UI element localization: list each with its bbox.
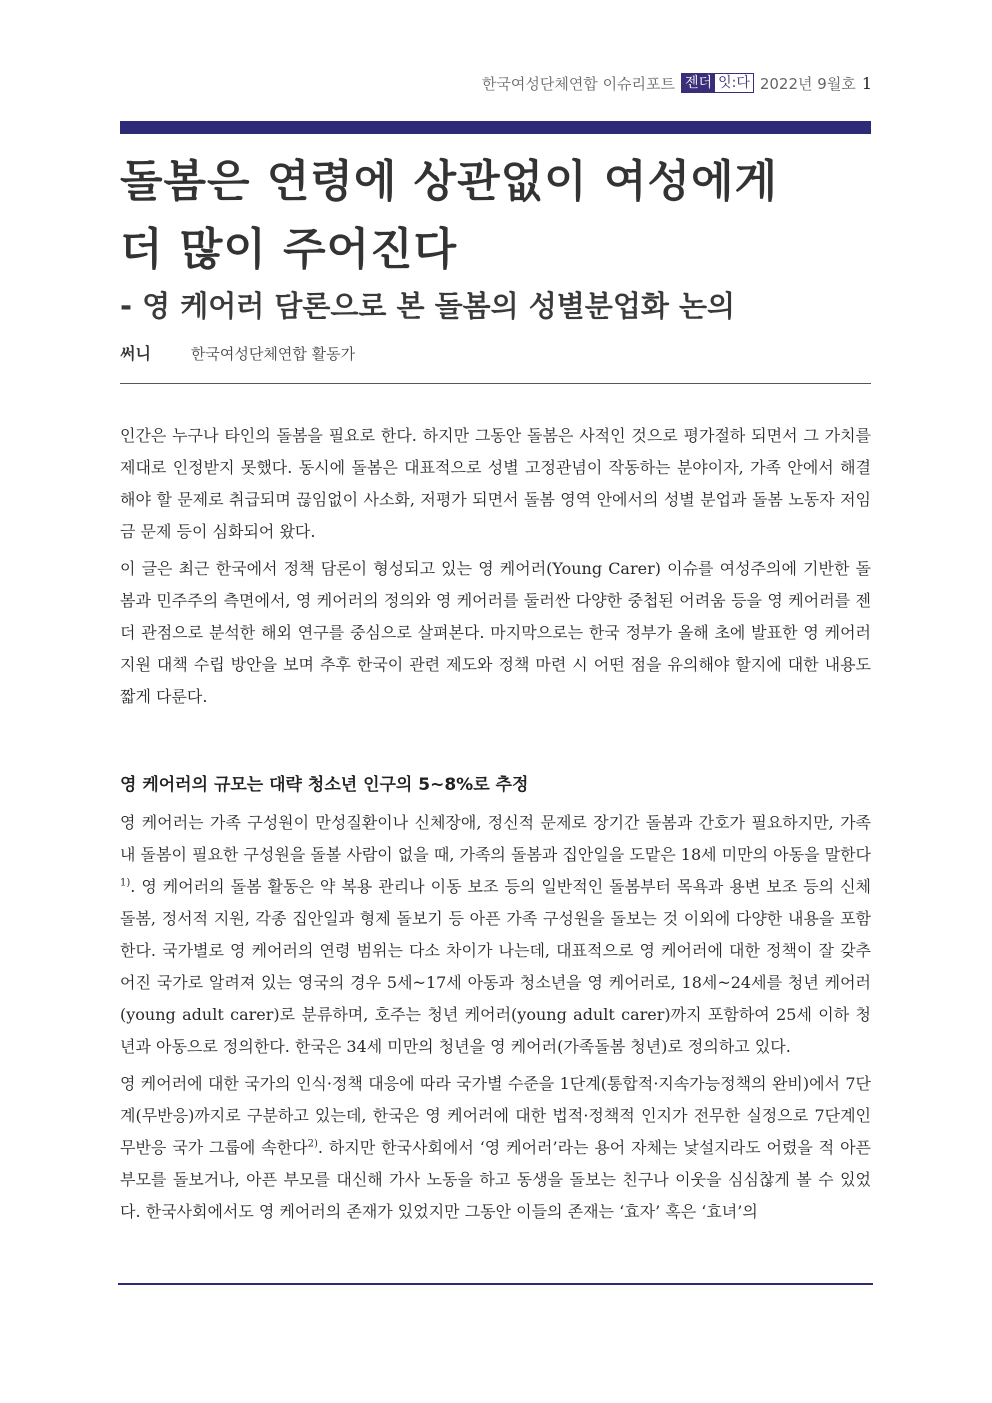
paragraph-text: 영 케어러에 대한 국가의 인식·정책 대응에 따라 국가별 수준을 1단계(통합적·지속가능정책의 완비)에서 7단계(무반응)까지로 구분하고 있는데, 한국은 영 케어러에 대한 법적·정책적 인지가 전무한 실정으로 7단계인 무반응 국가 그룹에 속한다 (120, 1074, 871, 1157)
gender-itda-badge (681, 73, 754, 93)
page-header (482, 70, 872, 96)
title-line2: 더 많이 주어진다 (120, 224, 458, 275)
article-body (120, 420, 871, 1233)
header-divider (120, 383, 871, 384)
paragraph-text: 영 케어러는 가족 구성원이 만성질환이나 신체장애, 정신적 문제로 장기간 돌봄과 간호가 필요하지만, 가족 내 돌봄이 필요한 구성원을 돌볼 사람이 없을 때, 가족의 돌봄과 집안일을 도맡은 18세 미만의 아동을 말한다 (120, 813, 871, 864)
intro-paragraph-1: 인간은 누구나 타인의 돌봄을 필요로 한다. 하지만 그동안 돌봄은 사적인 것으로 평가절하 되면서 그 가치를 제대로 인정받지 못했다. 동시에 돌봄은 대표적으로 성별 고정관념이 작동하는 분야이자, 가족 안에서 해결해야 할 문제로 취급되며 끊임없이 사소화, 저평가 되면서 돌봄 영역 안에서의 성별 분업과 돌봄 노동자 저임금 문제 등이 심화되어 왔다. (120, 426, 871, 541)
article-title (120, 148, 880, 284)
intro-paragraph-2: 이 글은 최근 한국에서 정책 담론이 형성되고 있는 영 케어러(Young Carer) 이슈를 여성주의에 기반한 돌봄과 민주주의 측면에서, 영 케어러의 정의와 영 케어러를 둘러싼 다양한 중첩된 어려움 등을 영 케어러를 젠더 관점으로 분석한 해외 연구를 중심으로 살펴본다. 마지막으로는 한국 정부가 올해 초에 발표한 영 케어러 지원 대책 수립 방안을 보며 추후 한국이 관련 제도와 정책 마련 시 어떤 점을 유의해야 할지에 대한 내용도 짧게 다룬다. (120, 559, 871, 706)
article-subtitle: - 영 케어러 담론으로 본 돌봄의 성별분업화 논의 (120, 289, 735, 323)
page-number: 1 (861, 73, 872, 93)
page-bottom-bar (118, 1283, 873, 1285)
badge-part2: 잇:다 (715, 74, 753, 92)
badge-part1: 젠더 (682, 74, 715, 92)
author-line (120, 342, 355, 366)
section-heading: 영 케어러의 규모는 대략 청소년 인구의 5~8%로 추정 (120, 775, 529, 795)
title-top-bar (120, 121, 871, 134)
section-paragraph-1 (120, 807, 871, 1063)
paragraph-text: . 영 케어러의 돌봄 활동은 약 복용 관리나 이동 보조 등의 일반적인 돌봄부터 목욕과 용변 보조 등의 신체 돌봄, 정서적 지원, 각종 집안일과 형제 돌보기 등 아픈 가족 구성원을 돌보는 것 이외에 다양한 내용을 포함한다. 국가별로 영 케어러의 연령 범위는 다소 차이가 나는데, 대표적으로 영 케어러에 대한 정책이 잘 갖추어진 국가로 알려져 있는 영국의 경우 5세~17세 아동과 청소년을 영 케어러로, 18세~24세를 청년 케어러(young adult carer)로 분류하며, 호주는 청년 케어러(young adult carer)까지 포함하여 25세 이하 청년과 아동으로 정의한다. 한국은 34세 미만의 청년을 영 케어러(가족돌봄 청년)로 정의하고 있다. (120, 877, 871, 1056)
footnote-ref-2[interactable]: 2) (307, 1138, 318, 1150)
author-name: 써니 (120, 344, 151, 363)
title-line1: 돌봄은 연령에 상관없이 여성에게 (120, 156, 779, 207)
footnote-ref-1[interactable]: 1) (120, 877, 131, 889)
author-affiliation: 한국여성단체연합 활동가 (190, 345, 356, 363)
paragraph-text: . 하지만 한국사회에서 ‘영 케어러’라는 용어 자체는 낯설지라도 어렸을 적 아픈 부모를 돌보거나, 아픈 부모를 대신해 가사 노동을 하고 동생을 돌보는 친구나 이웃을 심심찮게 볼 수 있었다. 한국사회에서도 영 케어러의 존재가 있었지만 그동안 이들의 존재는 ‘효자’ 혹은 ‘효녀’의 (120, 1138, 871, 1221)
issue-date: 2022년 9월호 (759, 74, 856, 93)
section-paragraph-2 (120, 1068, 871, 1228)
report-name: 한국여성단체연합 이슈리포트 (481, 74, 676, 93)
